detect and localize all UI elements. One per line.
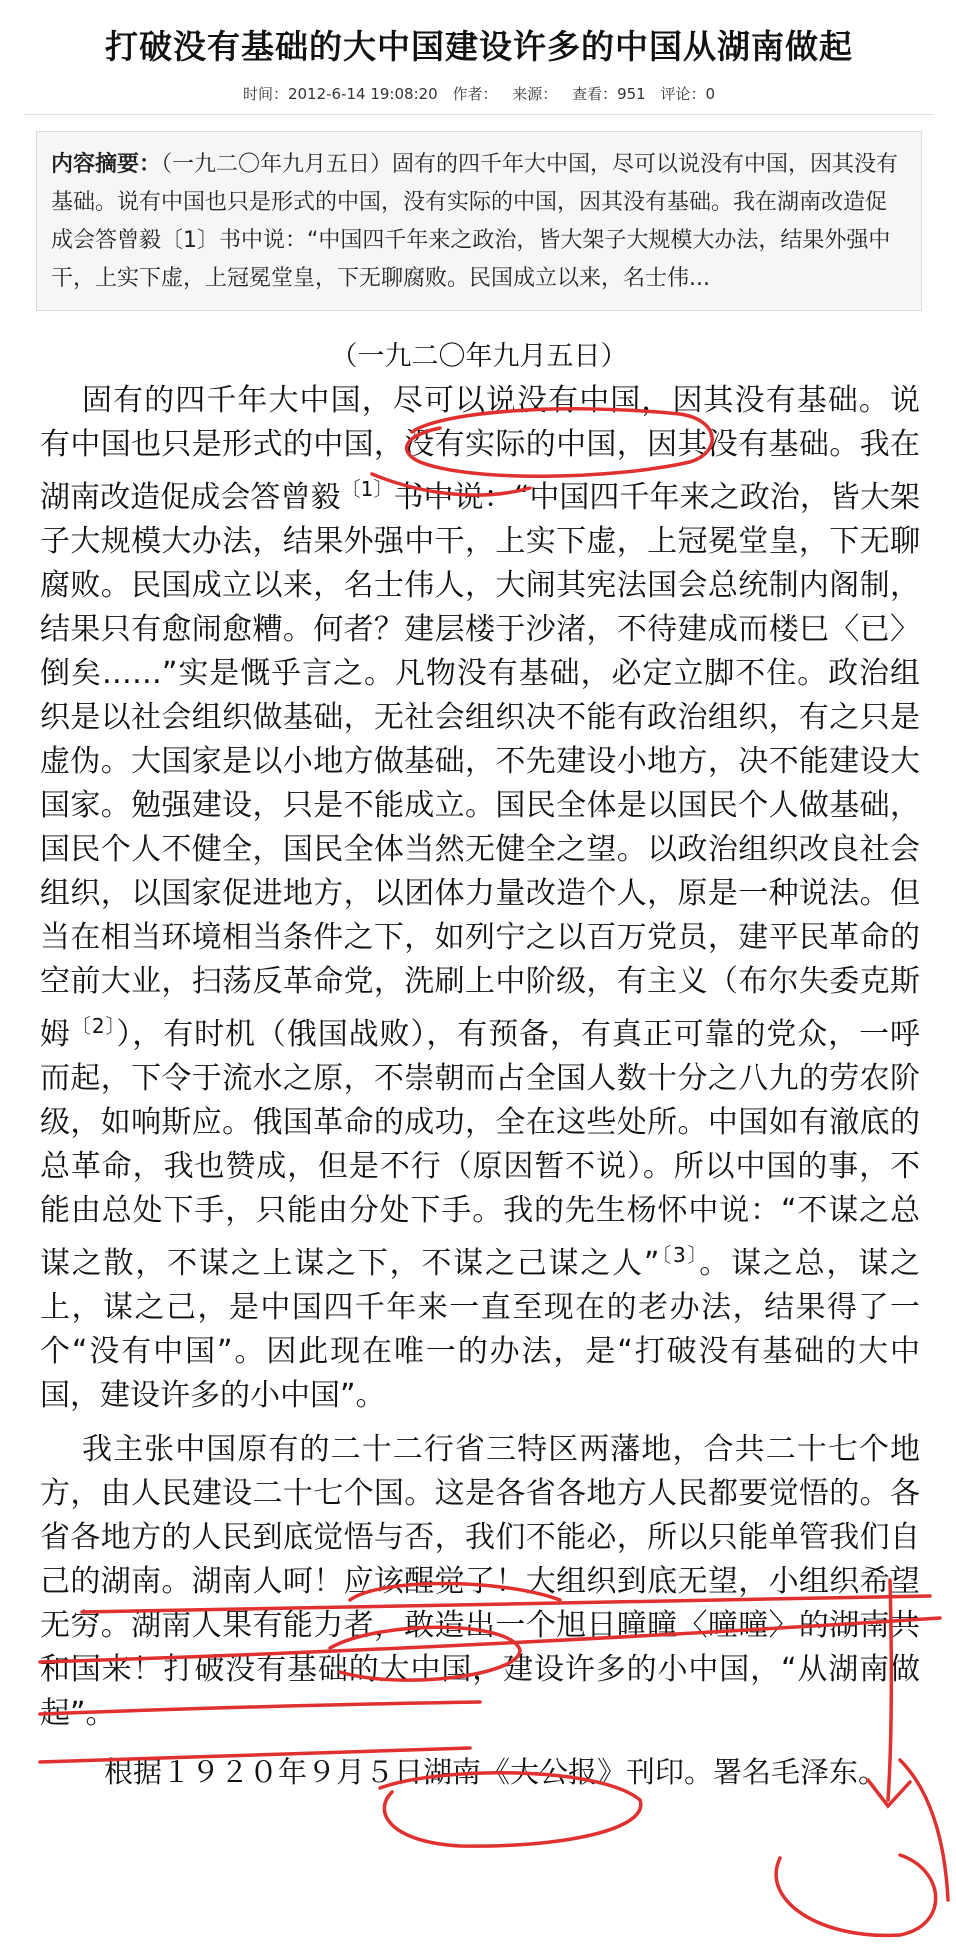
- paragraph-1-part-b: 书中说：“中国四千年来之政治，皆大架子大规模大办法，结果外强中干，上实下虚，上冠冕堂皇，下无聊腐败。民国成立以来，名士伟人，大闹其宪法国会总统制内阁制，结果只有愈闹愈糟。何者？建层楼于沙渚，不待建成而楼巳〈已〉倒矣……”实是慨乎言之。凡物没有基础，必定立脚不住。政治组织是以社会组织做基础，无社会组织决不能有政治组织，有之只是虚伪。大国家是以小地方做基础，不先建设小地方，决不能建设大国家。勉强建设，只是不能成立。国民全体是以国民个人做基础，国民个人不健全，国民全体当然无健全之望。以政治组织改良社会组织，以国家促进地方，以团体力量改造个人，原是一种说法。但当在相当环境相当条件之下，如列宁之以百万党员，建平民革命的空前大业，扫荡反革命党，洗刷上中阶级，有主义（布尔失委克斯姆: [40, 480, 920, 1052]
- meta-author: 作者：: [452, 85, 498, 103]
- article-meta: [24, 84, 934, 104]
- article-page: [24, 0, 934, 1794]
- paragraph-1: [40, 379, 920, 1418]
- meta-source: 来源：: [512, 85, 558, 103]
- summary-text: （一九二〇年九月五日）固有的四千年大中国，尽可以说没有中国，因其没有基础。说有中国也只是形式的中国，没有实际的中国，因其没有基础。我在湖南改造促成会答曾毅〔1〕书中说：“中国四千年来之政治，皆大架子大规模大办法，结果外强中干，上实下虚，上冠冕堂皇，下无聊腐败。民国成立以来，名士伟...: [51, 152, 899, 291]
- meta-time: 时间：2012-6-14 19:08:20: [242, 85, 438, 103]
- paragraph-1-part-a: 固有的四千年大中国，尽可以说没有中国，因其没有基础。说有中国也只是形式的中国，没有实际的中国，因其没有基础。我在湖南改造促成会答曾毅: [40, 383, 920, 515]
- summary-box: [36, 131, 922, 311]
- paragraph-1-part-c: ），有时机（俄国战败），有预备，有真正可靠的党众，一呼而起，下令于流水之原，不崇朝而占全国人数十分之八九的劳农阶级，如响斯应。俄国革命的成功，全在这些处所。中国如有澈底的总革命，我也赞成，但是不行（原因暂不说）。所以中国的事，不能由总处下手，只能由分处下手。我的先生杨怀中说：“不谋之总谋之散，不谋之上谋之下，不谋之己谋之人”: [40, 1017, 921, 1281]
- meta-comments: 评论：0: [660, 85, 716, 103]
- article-body: [40, 379, 920, 1736]
- article-title: 打破没有基础的大中国建设许多的中国从湖南做起: [105, 27, 853, 66]
- footnote-ref-1[interactable]: 〔1〕: [340, 477, 394, 501]
- source-line: 根据１９２０年９月５日湖南《大公报》刊印。署名毛泽东。: [104, 1755, 888, 1789]
- meta-views: 查看：951: [572, 85, 646, 103]
- circle-mark-5: [776, 1855, 936, 1935]
- paragraph-1-part-d: 。谋之总，谋之上，谋之己，是中国四千年来一直至现在的老办法，结果得了一个“没有中国”。因此现在唯一的办法，是“打破没有基础的大中国，建设许多的小中国”。: [40, 1246, 920, 1413]
- summary-label: 内容摘要：: [51, 152, 162, 177]
- paragraph-2: 我主张中国原有的二十二行省三特区两藩地，合共二十七个地方，由人民建设二十七个国。这是各省各地方人民都要觉悟的。各省各地方的人民到底觉悟与否，我们不能必，所以只能单管我们自己的湖南。湖南人呵！应该醒觉了！大组织到底无望，小组织希望无穷。湖南人果有能力者，敢造出一个旭日曈曈〈曈曈〉的湖南共和国来！打破没有基础的大中国，建设许多的小中国，“从湖南做起”。: [40, 1432, 920, 1731]
- footnote-ref-2[interactable]: 〔2〕: [70, 1014, 117, 1038]
- footnote-ref-3[interactable]: 〔3〕: [659, 1243, 700, 1267]
- divider: [24, 114, 934, 115]
- date-line: （一九二〇年九月五日）: [330, 341, 628, 372]
